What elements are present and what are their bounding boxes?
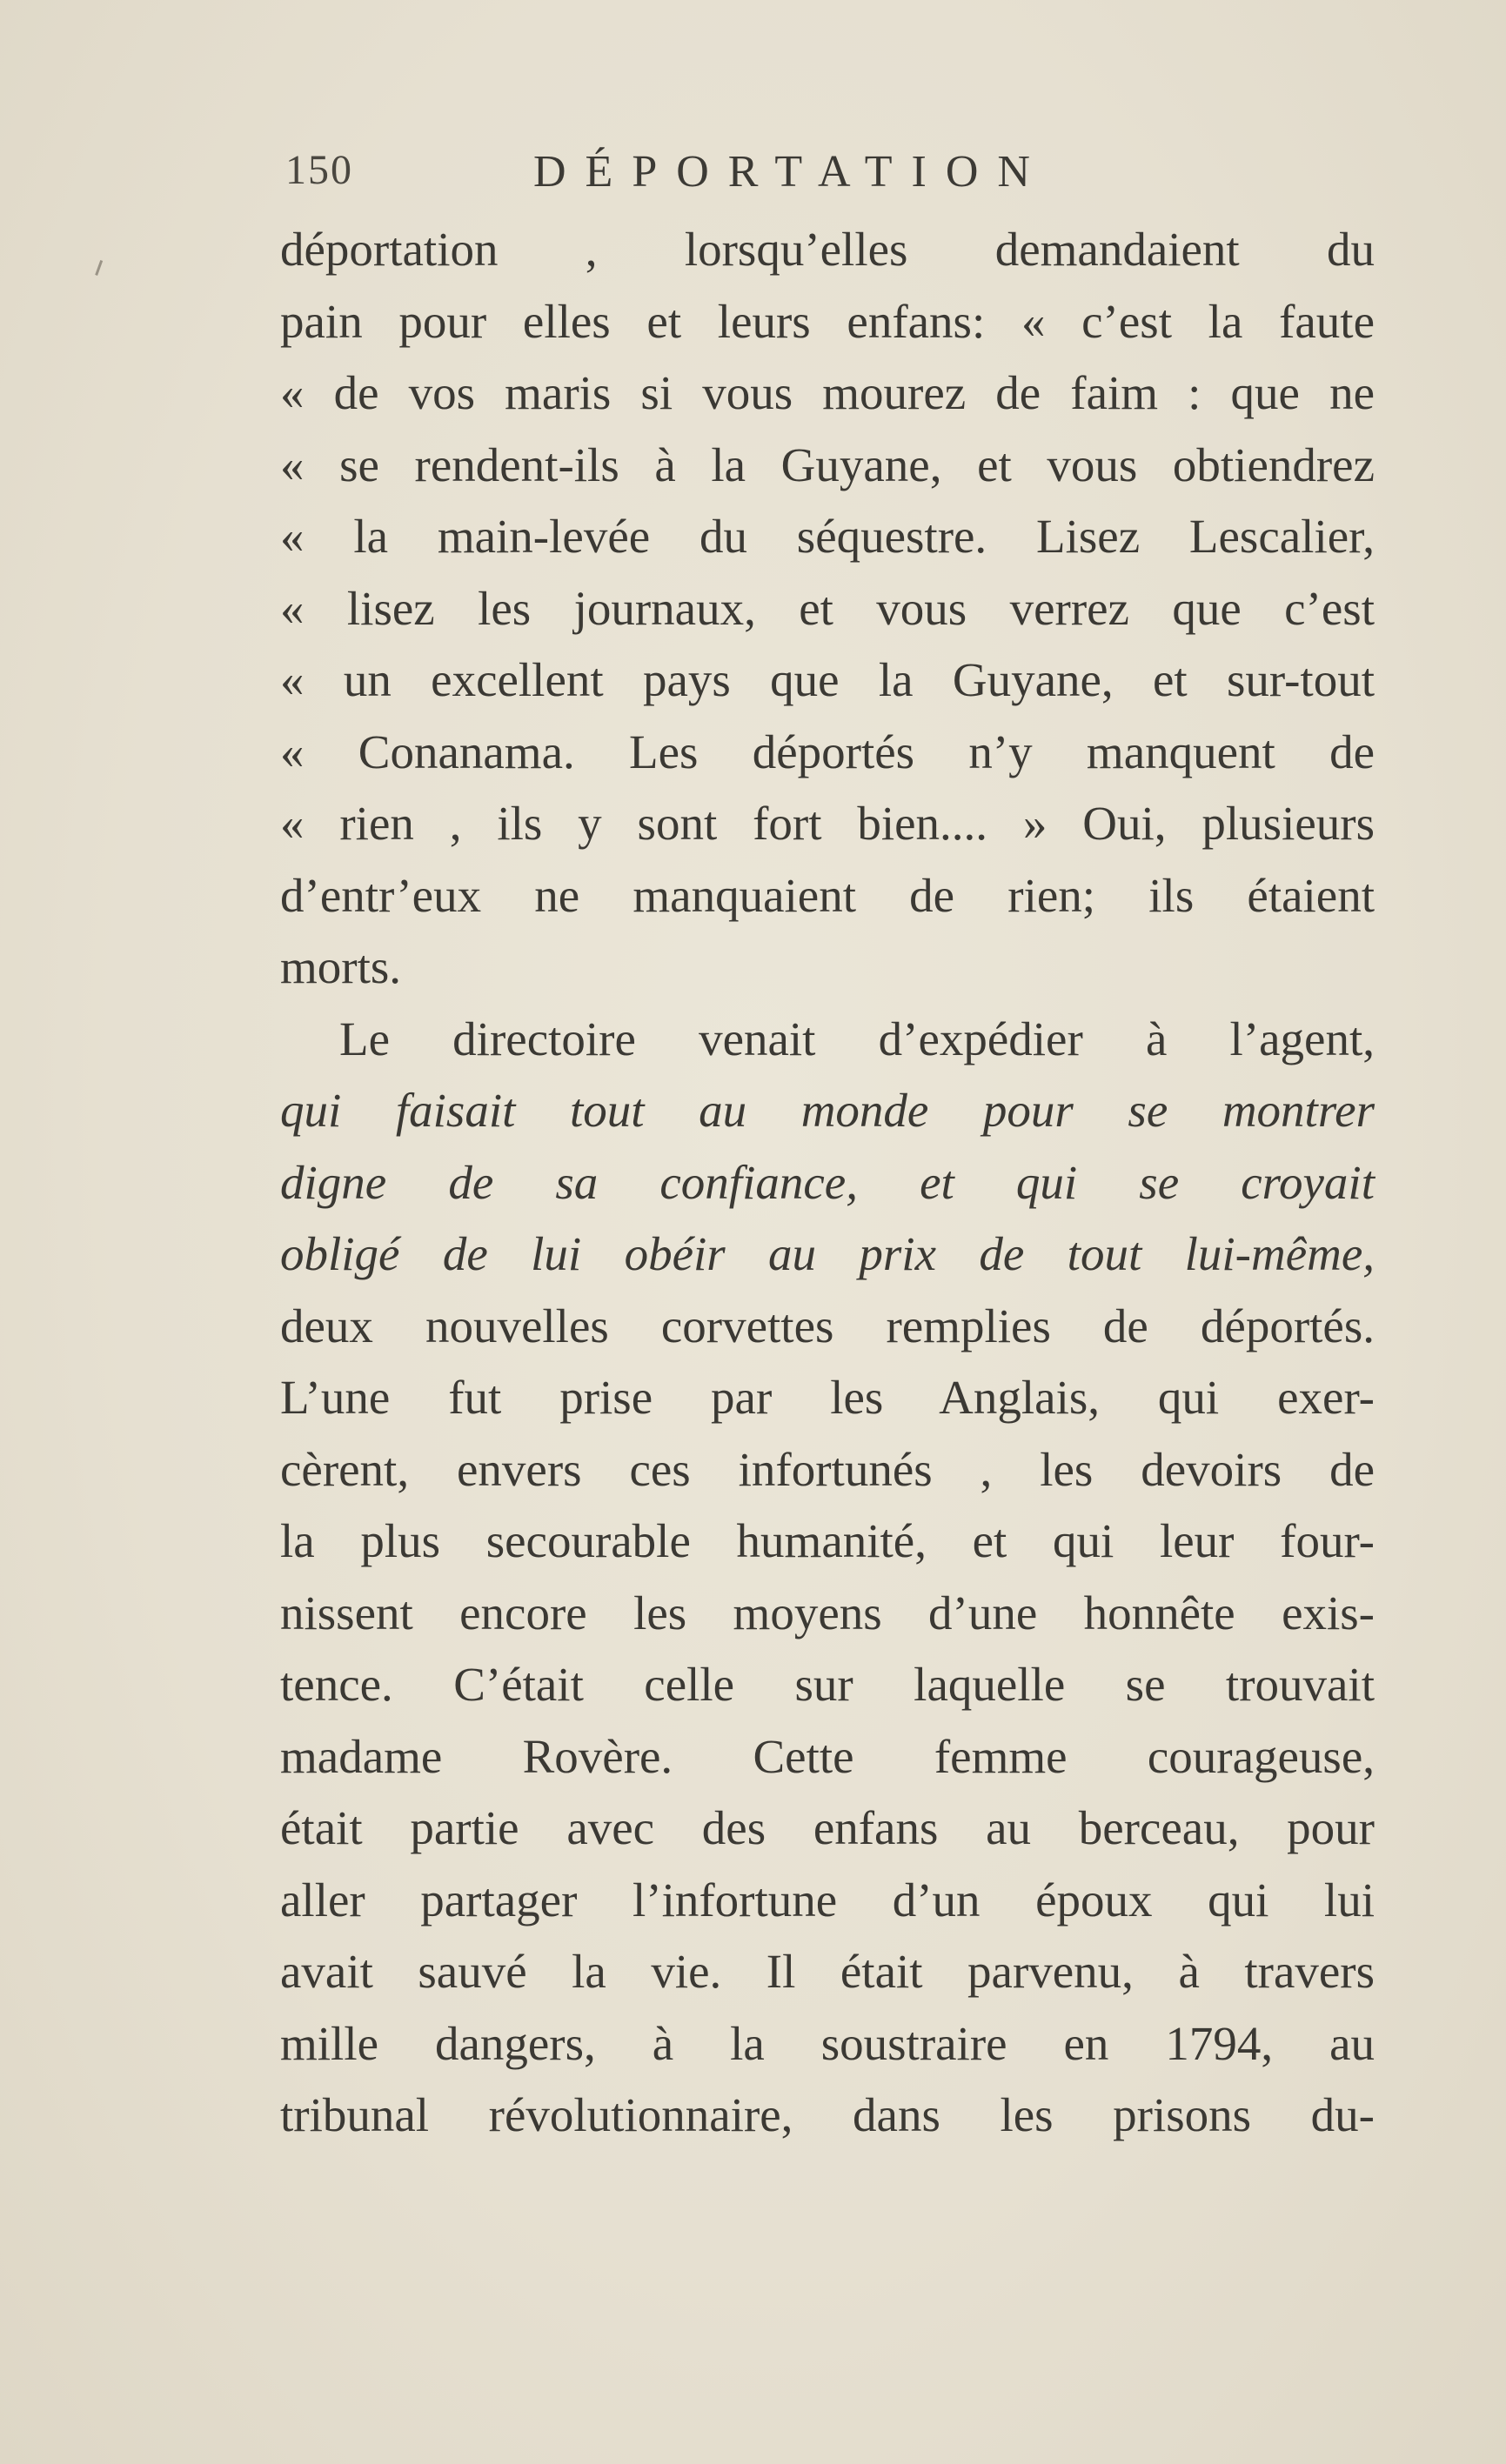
text-line: la plus secourable humanité, et qui leur four-	[280, 1514, 1375, 1567]
text-line: « Conanama. Les déportés n’y manquent de	[280, 725, 1375, 778]
italic-text-line: digne de sa confiance, et qui se croyait	[280, 1155, 1375, 1209]
text-line: « un excellent pays que la Guyane, et sur-tout	[280, 653, 1375, 706]
text-line: « se rendent-ils à la Guyane, et vous obtiendrez	[280, 437, 1375, 491]
text-line: L’une fut prise par les Anglais, qui exer-	[280, 1371, 1375, 1424]
text-line: « lisez les journaux, et vous verrez que c’est	[280, 581, 1375, 635]
text-line: aller partager l’infortune d’un époux qui lui	[280, 1873, 1375, 1926]
text-line: d’entr’eux ne manquaient de rien; ils étaient	[280, 868, 1375, 922]
text-line: pain pour elles et leurs enfans: « c’est la faute	[280, 294, 1375, 348]
text-line: déportation , lorsqu’elles demandaient du	[280, 223, 1375, 276]
text-line: tribunal révolutionnaire, dans les prisons du-	[280, 2088, 1375, 2141]
text-line: cèrent, envers ces infortunés , les devoirs de	[280, 1442, 1375, 1496]
paragraph-start-line: Le directoire venait d’expédier à l’agent,	[339, 1012, 1375, 1065]
text-line: « de vos maris si vous mourez de faim : que ne	[280, 366, 1375, 419]
running-title: DÉPORTATION	[533, 147, 1049, 197]
text-line: nissent encore les moyens d’une honnête exis-	[280, 1586, 1375, 1639]
text-line: madame Rovère. Cette femme courageuse,	[280, 1729, 1375, 1783]
margin-mark	[95, 260, 108, 277]
text-line: tence. C’était celle sur laquelle se trouvait	[280, 1658, 1375, 1711]
text-line: morts.	[280, 940, 402, 993]
text-line: était partie avec des enfans au berceau, pour	[280, 1801, 1375, 1854]
page-header	[285, 146, 1382, 207]
text-line: avait sauvé la vie. Il était parvenu, à travers	[280, 1945, 1375, 1998]
body-text	[280, 214, 1375, 2152]
text-line: « la main-levée du séquestre. Lisez Lescalier,	[280, 510, 1375, 563]
page-number: 150	[285, 147, 353, 193]
italic-text-line: obligé de lui obéir au prix de tout lui-même,	[280, 1227, 1375, 1280]
italic-text-line: qui faisait tout au monde pour se montrer	[280, 1084, 1375, 1137]
text-line: « rien , ils y sont fort bien.... » Oui, plusieurs	[280, 797, 1375, 850]
text-line: deux nouvelles corvettes remplies de déportés.	[280, 1299, 1375, 1352]
text-line: mille dangers, à la soustraire en 1794, au	[280, 2016, 1375, 2070]
